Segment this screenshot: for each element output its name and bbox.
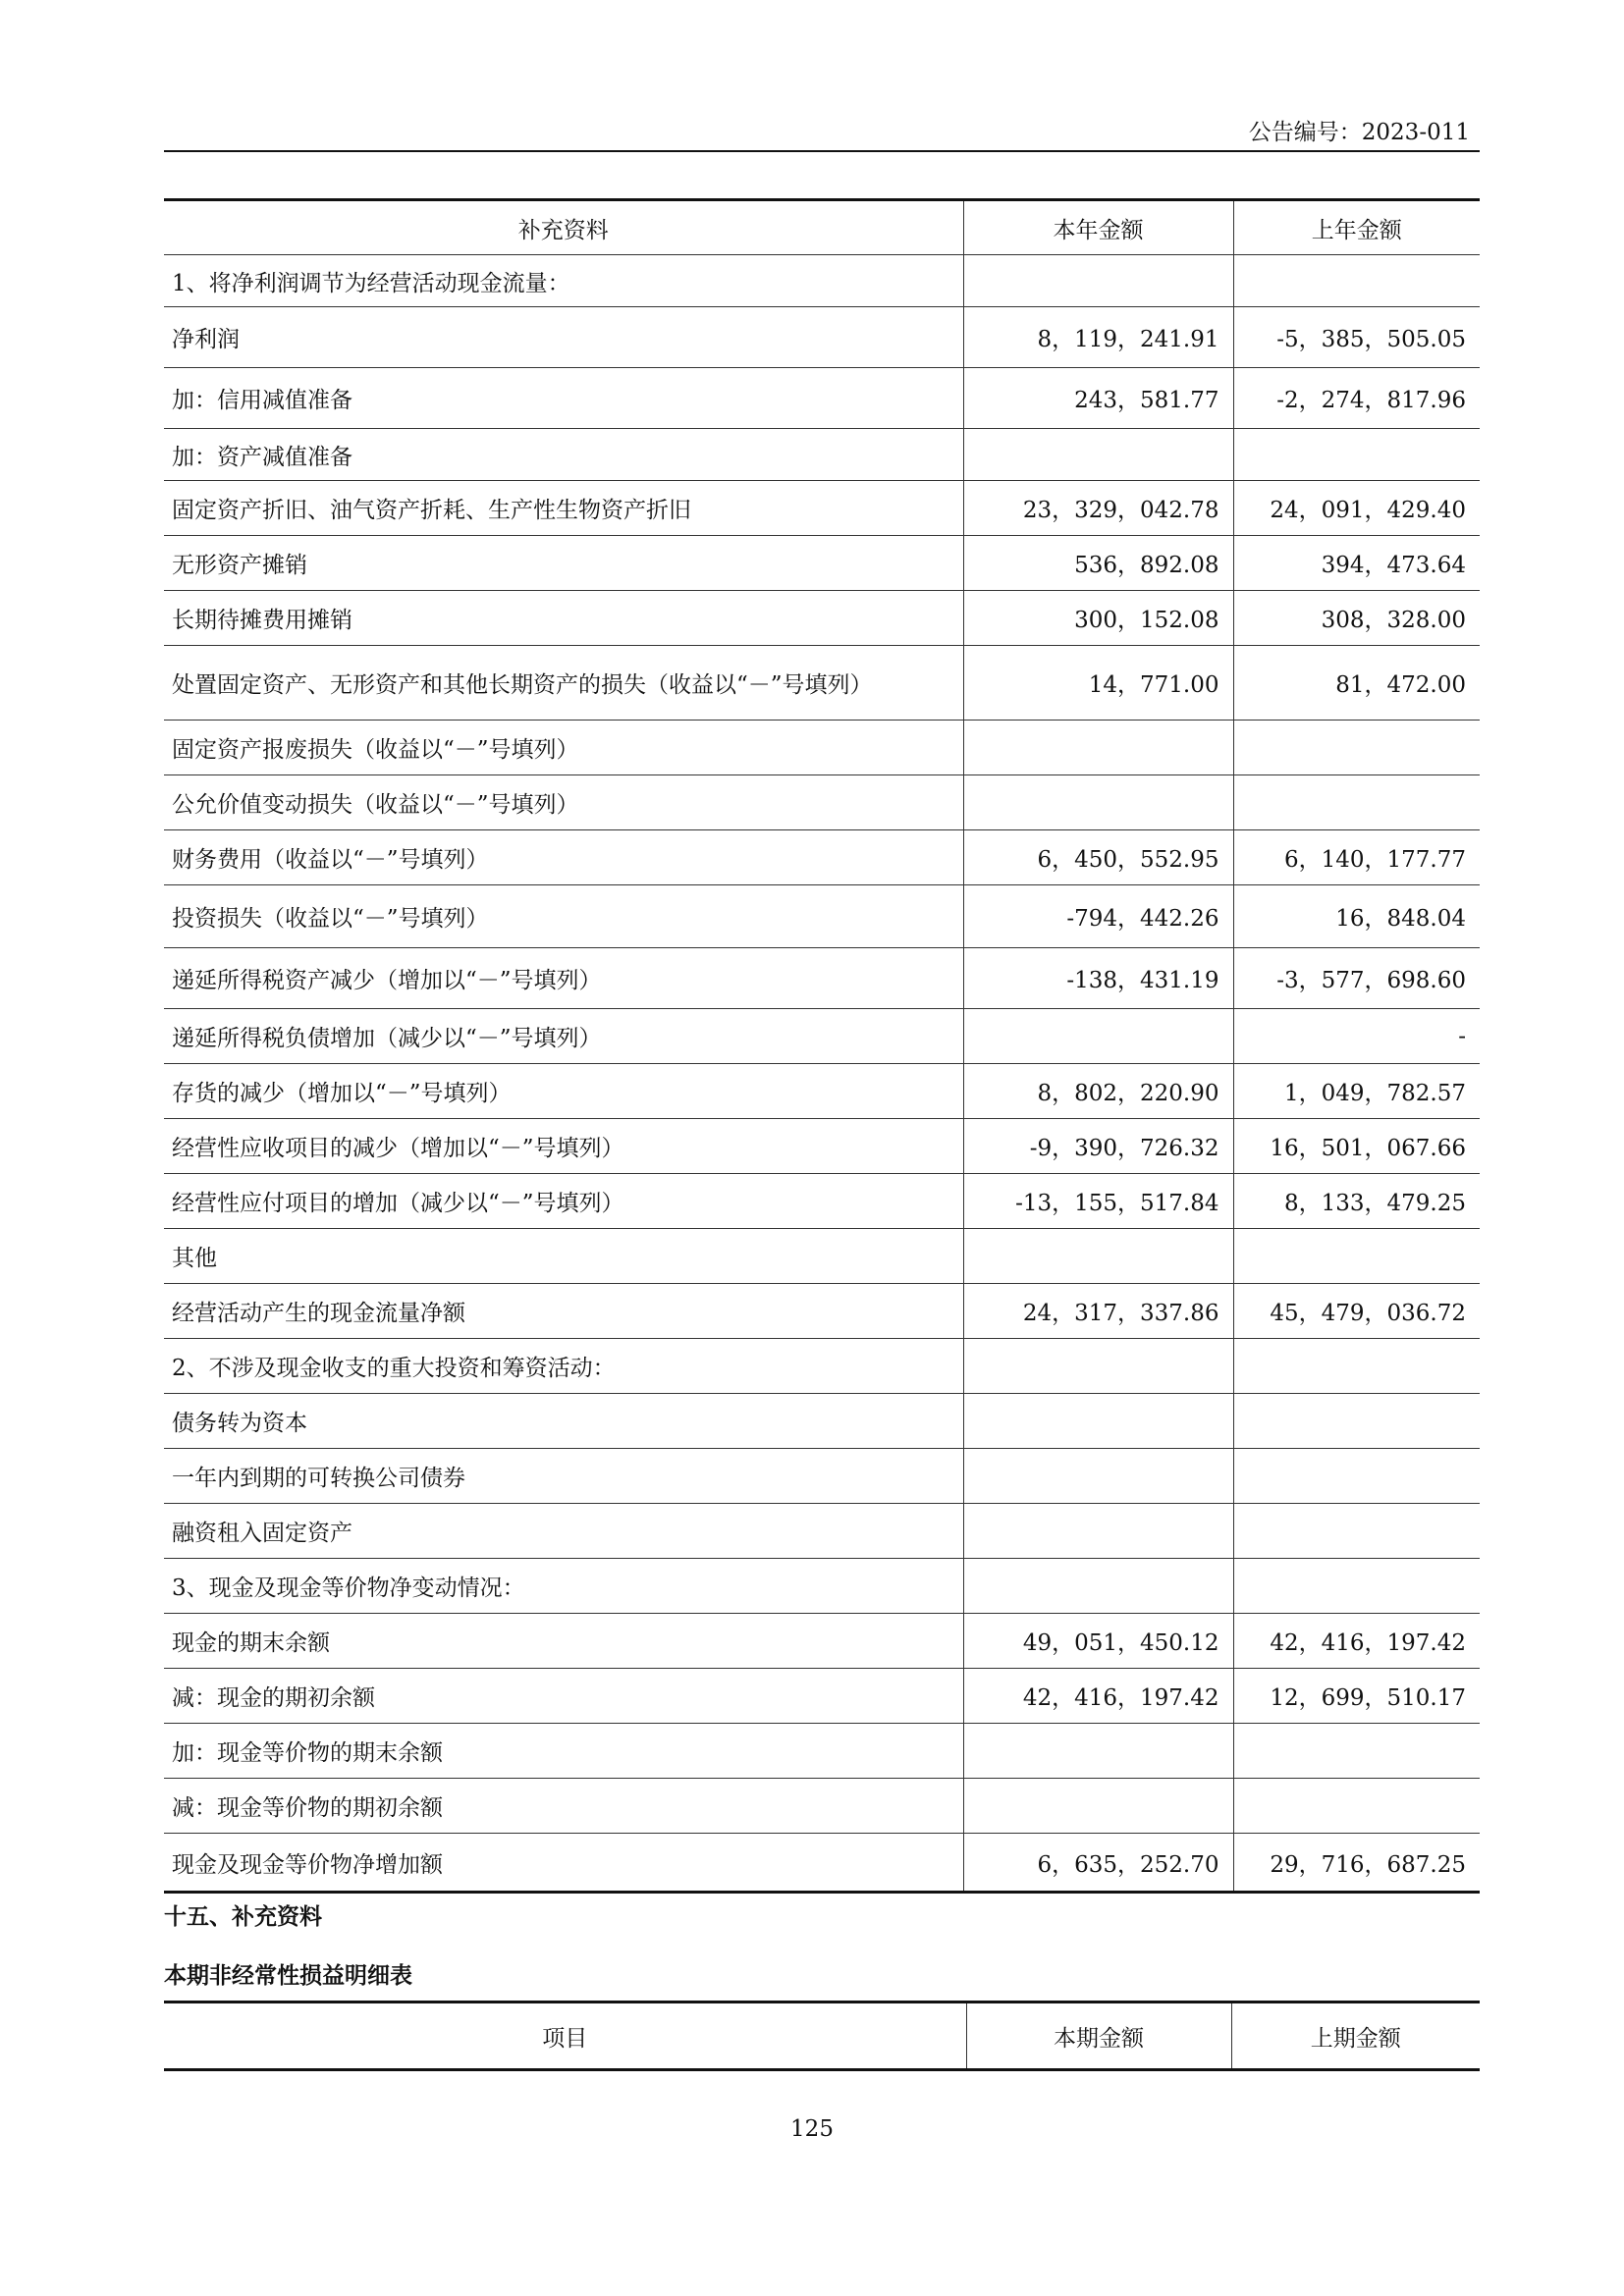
table-row bbox=[164, 775, 1480, 830]
table-row bbox=[164, 646, 1480, 721]
table-row bbox=[164, 1174, 1480, 1229]
row-current-year-amount bbox=[963, 1009, 1233, 1064]
row-item-label: 长期待摊费用摊销 bbox=[164, 591, 963, 646]
row-current-year-amount bbox=[963, 1724, 1233, 1779]
row-item-label: 经营性应付项目的增加（减少以“－”号填列） bbox=[164, 1174, 963, 1229]
table-row bbox=[164, 1504, 1480, 1559]
row-item-label: 加：信用减值准备 bbox=[164, 368, 963, 429]
row-item-label: 固定资产报废损失（收益以“－”号填列） bbox=[164, 721, 963, 775]
table-row bbox=[164, 1614, 1480, 1669]
row-prior-year-amount: -3，577，698.60 bbox=[1233, 948, 1480, 1009]
row-prior-year-amount bbox=[1233, 1779, 1480, 1834]
row-current-year-amount bbox=[963, 1339, 1233, 1394]
row-prior-year-amount: -2，274，817.96 bbox=[1233, 368, 1480, 429]
row-prior-year-amount bbox=[1233, 1504, 1480, 1559]
row-prior-year-amount: 1，049，782.57 bbox=[1233, 1064, 1480, 1119]
row-item-label: 融资租入固定资产 bbox=[164, 1504, 963, 1559]
row-current-year-amount: 8，802，220.90 bbox=[963, 1064, 1233, 1119]
table-row bbox=[164, 1284, 1480, 1339]
row-item-label: 处置固定资产、无形资产和其他长期资产的损失（收益以“－”号填列） bbox=[164, 646, 963, 721]
subsection-title: 本期非经常性损益明细表 bbox=[164, 1963, 412, 1989]
table-row bbox=[164, 1779, 1480, 1834]
supplementary-info-table bbox=[164, 198, 1480, 1894]
row-current-year-amount: 42，416，197.42 bbox=[963, 1669, 1233, 1724]
table-row bbox=[164, 1229, 1480, 1284]
table-row bbox=[164, 1009, 1480, 1064]
table-row bbox=[164, 307, 1480, 368]
row-current-year-amount: -13，155，517.84 bbox=[963, 1174, 1233, 1229]
row-item-label: 公允价值变动损失（收益以“－”号填列） bbox=[164, 775, 963, 830]
row-current-year-amount bbox=[963, 1449, 1233, 1504]
table-row bbox=[164, 1064, 1480, 1119]
row-prior-year-amount: 6，140，177.77 bbox=[1233, 830, 1480, 885]
row-item-label: 净利润 bbox=[164, 307, 963, 368]
table-row bbox=[164, 1339, 1480, 1394]
table-header-row bbox=[164, 2002, 1480, 2070]
header-current-year: 本年金额 bbox=[963, 200, 1233, 255]
table-row bbox=[164, 1669, 1480, 1724]
table-row bbox=[164, 1394, 1480, 1449]
row-prior-year-amount bbox=[1233, 1229, 1480, 1284]
row-prior-year-amount: -5，385，505.05 bbox=[1233, 307, 1480, 368]
row-item-label: 加：资产减值准备 bbox=[164, 429, 963, 481]
row-item-label: 现金及现金等价物净增加额 bbox=[164, 1834, 963, 1893]
row-current-year-amount bbox=[963, 1229, 1233, 1284]
table-row bbox=[164, 591, 1480, 646]
row-item-label: 债务转为资本 bbox=[164, 1394, 963, 1449]
row-item-label: 一年内到期的可转换公司债券 bbox=[164, 1449, 963, 1504]
row-item-label: 投资损失（收益以“－”号填列） bbox=[164, 885, 963, 948]
row-current-year-amount: 24，317，337.86 bbox=[963, 1284, 1233, 1339]
row-item-label: 1、将净利润调节为经营活动现金流量： bbox=[164, 255, 963, 307]
row-prior-year-amount bbox=[1233, 1339, 1480, 1394]
row-item-label: 无形资产摊销 bbox=[164, 536, 963, 591]
row-prior-year-amount: 308，328.00 bbox=[1233, 591, 1480, 646]
row-prior-year-amount: 8，133，479.25 bbox=[1233, 1174, 1480, 1229]
row-current-year-amount: 49，051，450.12 bbox=[963, 1614, 1233, 1669]
row-prior-year-amount: 16，848.04 bbox=[1233, 885, 1480, 948]
row-prior-year-amount: 42，416，197.42 bbox=[1233, 1614, 1480, 1669]
row-prior-year-amount: 394，473.64 bbox=[1233, 536, 1480, 591]
row-current-year-amount bbox=[963, 721, 1233, 775]
row-item-label: 其他 bbox=[164, 1229, 963, 1284]
row-prior-year-amount: 81，472.00 bbox=[1233, 646, 1480, 721]
row-current-year-amount: -794，442.26 bbox=[963, 885, 1233, 948]
row-current-year-amount bbox=[963, 255, 1233, 307]
row-item-label: 递延所得税负债增加（减少以“－”号填列） bbox=[164, 1009, 963, 1064]
row-item-label: 固定资产折旧、油气资产折耗、生产性生物资产折旧 bbox=[164, 481, 963, 536]
table-row bbox=[164, 721, 1480, 775]
page-number: 125 bbox=[790, 2116, 834, 2142]
table-row bbox=[164, 1724, 1480, 1779]
row-item-label: 递延所得税资产减少（增加以“－”号填列） bbox=[164, 948, 963, 1009]
table-row bbox=[164, 1559, 1480, 1614]
row-current-year-amount: 6，450，552.95 bbox=[963, 830, 1233, 885]
row-item-label: 经营活动产生的现金流量净额 bbox=[164, 1284, 963, 1339]
row-current-year-amount bbox=[963, 429, 1233, 481]
row-current-year-amount: 536，892.08 bbox=[963, 536, 1233, 591]
table-row bbox=[164, 1119, 1480, 1174]
table-row bbox=[164, 830, 1480, 885]
header-prior-period: 上期金额 bbox=[1231, 2002, 1480, 2070]
table-header-row bbox=[164, 200, 1480, 255]
row-prior-year-amount bbox=[1233, 1724, 1480, 1779]
row-current-year-amount bbox=[963, 775, 1233, 830]
table-row bbox=[164, 255, 1480, 307]
nonrecurring-gains-table bbox=[164, 2001, 1480, 2071]
row-current-year-amount: 6，635，252.70 bbox=[963, 1834, 1233, 1893]
table-row bbox=[164, 1449, 1480, 1504]
table-row bbox=[164, 536, 1480, 591]
row-item-label: 经营性应收项目的减少（增加以“－”号填列） bbox=[164, 1119, 963, 1174]
row-prior-year-amount: 45，479，036.72 bbox=[1233, 1284, 1480, 1339]
row-current-year-amount: 14，771.00 bbox=[963, 646, 1233, 721]
header-item: 补充资料 bbox=[164, 200, 963, 255]
row-prior-year-amount: 12，699，510.17 bbox=[1233, 1669, 1480, 1724]
announcement-number: 公告编号：2023-011 bbox=[1248, 120, 1470, 145]
row-item-label: 现金的期末余额 bbox=[164, 1614, 963, 1669]
table-row bbox=[164, 948, 1480, 1009]
header-rule bbox=[164, 150, 1480, 152]
header-current-period: 本期金额 bbox=[966, 2002, 1231, 2070]
row-current-year-amount bbox=[963, 1504, 1233, 1559]
row-current-year-amount: 8，119，241.91 bbox=[963, 307, 1233, 368]
row-current-year-amount: -9，390，726.32 bbox=[963, 1119, 1233, 1174]
row-current-year-amount bbox=[963, 1394, 1233, 1449]
row-current-year-amount bbox=[963, 1779, 1233, 1834]
row-prior-year-amount bbox=[1233, 775, 1480, 830]
row-current-year-amount bbox=[963, 1559, 1233, 1614]
row-item-label: 财务费用（收益以“－”号填列） bbox=[164, 830, 963, 885]
row-item-label: 减：现金等价物的期初余额 bbox=[164, 1779, 963, 1834]
row-item-label: 减：现金的期初余额 bbox=[164, 1669, 963, 1724]
table-row bbox=[164, 368, 1480, 429]
row-prior-year-amount bbox=[1233, 1394, 1480, 1449]
row-prior-year-amount bbox=[1233, 721, 1480, 775]
row-prior-year-amount: 29，716，687.25 bbox=[1233, 1834, 1480, 1893]
row-current-year-amount: 300，152.08 bbox=[963, 591, 1233, 646]
header-prior-year: 上年金额 bbox=[1233, 200, 1480, 255]
row-item-label: 2、不涉及现金收支的重大投资和筹资活动： bbox=[164, 1339, 963, 1394]
table-row bbox=[164, 885, 1480, 948]
row-item-label: 3、现金及现金等价物净变动情况： bbox=[164, 1559, 963, 1614]
row-current-year-amount: 243，581.77 bbox=[963, 368, 1233, 429]
row-item-label: 存货的减少（增加以“－”号填列） bbox=[164, 1064, 963, 1119]
table-row bbox=[164, 429, 1480, 481]
row-prior-year-amount: 16，501，067.66 bbox=[1233, 1119, 1480, 1174]
table-row bbox=[164, 481, 1480, 536]
row-prior-year-amount: - bbox=[1233, 1009, 1480, 1064]
row-current-year-amount: -138，431.19 bbox=[963, 948, 1233, 1009]
row-prior-year-amount bbox=[1233, 1559, 1480, 1614]
section-title: 十五、补充资料 bbox=[164, 1904, 322, 1930]
row-current-year-amount: 23，329，042.78 bbox=[963, 481, 1233, 536]
row-prior-year-amount bbox=[1233, 1449, 1480, 1504]
header-item: 项目 bbox=[164, 2002, 966, 2070]
table-row bbox=[164, 1834, 1480, 1893]
row-prior-year-amount bbox=[1233, 429, 1480, 481]
row-prior-year-amount bbox=[1233, 255, 1480, 307]
row-prior-year-amount: 24，091，429.40 bbox=[1233, 481, 1480, 536]
row-item-label: 加：现金等价物的期末余额 bbox=[164, 1724, 963, 1779]
